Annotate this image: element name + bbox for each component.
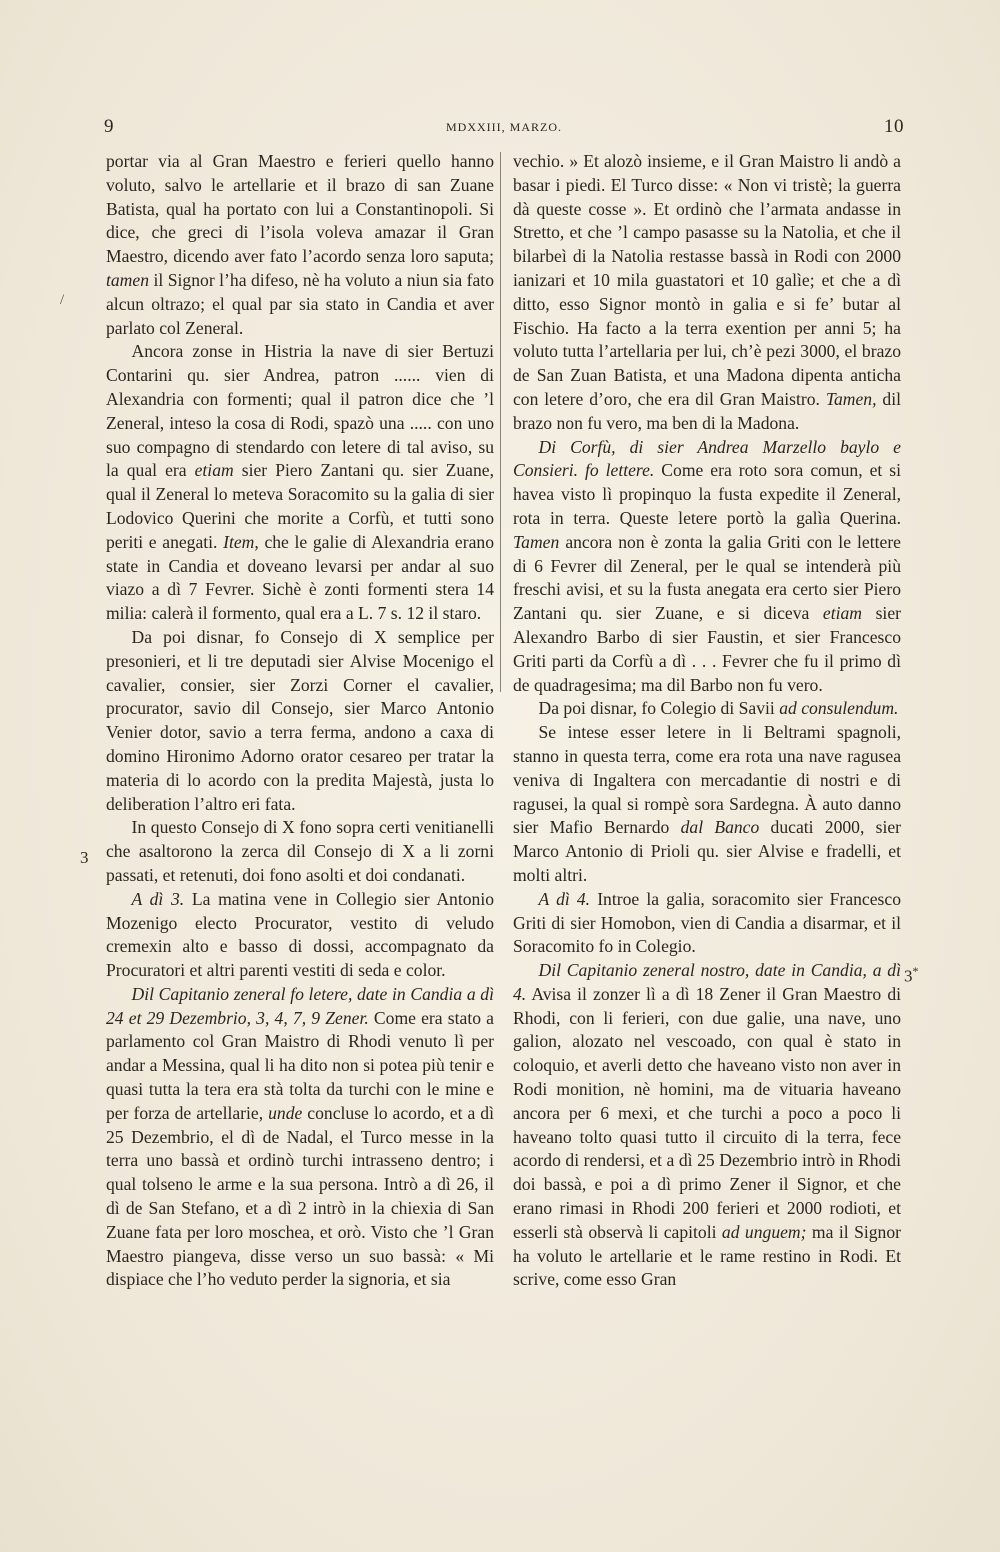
italic-run: unde bbox=[268, 1102, 303, 1123]
running-head bbox=[104, 116, 904, 140]
paragraph bbox=[513, 959, 901, 1292]
italic-run: etiam bbox=[194, 460, 234, 481]
paragraph: In questo Consejo di X fono sopra certi venitianelli che asaltorono la zerca dil Consejo di X a li zorni passati, et retenuti, doi fono asolti et doi condanati. bbox=[106, 817, 494, 885]
paragraph bbox=[513, 721, 901, 888]
margin-number-value: 3 bbox=[904, 966, 913, 986]
text-run: Come era stato a parlamento col Gran Maistro di Rhodi venuto lì per andar a Messina, qual li ha dito non si potea più tenir e quasi tutta la tera era stà tolta da turchi con le mine e per forza de artellarie, bbox=[106, 1007, 494, 1123]
italic-run: Dil Capitanio zeneral fo letere, date in Candia a dì 24 et 29 Dezembrio, 3, 4, 7, 9 Zener. bbox=[106, 983, 494, 1028]
margin-number-right bbox=[904, 964, 919, 987]
running-title: MDXXIII, MARZO. bbox=[446, 120, 562, 134]
page-number-right: 10 bbox=[884, 116, 904, 137]
text-run: vechio. » Et alozò insieme, e il Gran Maistro li andò a basar i piedi. El Turco disse: « Non vi tristè; la guerra dà queste cosse ». Et ordinò che l’armata andasse in Stretto, et che ’l campo pasasse su la Natolia, et che il bilarbeì di la Natolia restasse bassà in Rodi con 2000 ianizari et 10 mila guastatori et 10 galìe; et che a dì ditto, esso Signor montò in galia e si fe’ butar al Fischio. Ha facto a la terra exention per anni 5; ha voluto tutta l’artellaria per lui, ch’è pezi 3000, el brazo de San Zuan Batista, et una Madona dipenta antichа con letere d’oro, che era dil Gran Maistro. bbox=[513, 151, 901, 409]
italic-run: tamen bbox=[106, 269, 149, 290]
paragraph bbox=[513, 150, 901, 436]
italic-run: dal Banco bbox=[680, 817, 760, 838]
text-run: il Signor l’ha difeso, nè ha voluto a niun sia fato alcun oltrazo; el qual par sia stato in Candia et aver parlato col Zeneral. bbox=[106, 269, 494, 338]
italic-run: Tamen, bbox=[825, 388, 877, 409]
text-run: portar via al Gran Maestro e ferieri quello hanno voluto, salvo le artellarie et il brazo di san Zuane Batista, qual ha portato con lui a Constantinopoli. Si dice, che greci di l’isola voleva amazar il Gran Maestro, dicendo aver fato l’acordo senza loro saputa; bbox=[106, 151, 494, 267]
text-run: Da poi disnar, fo Colegio di Savii bbox=[538, 698, 780, 719]
text-run: ducati 2000, sier Marco Antonio di Prioli qu. sier Alvise e fradelli, et molti altri. bbox=[513, 817, 902, 885]
italic-run: A dì 4. bbox=[538, 888, 591, 909]
paragraph: Da poi disnar, fo Consejo di X semplice per presonieri, et li tre deputadi sier Alvise Mocenigo el cavalier, consier, sier Zorzi Corner el cavalier, procurator, savio dil Consejo, sier Marco Antonio Venier dotor, savio a terra ferma, andono a caxa di domino Hironimo Adorno orator cesareo per tratar la materia di lo acordo con la predita Majestà, justa lo deliberation l’altro eri fata. bbox=[106, 626, 494, 814]
text-run: Introe la galia, soracomito sier Francesco Griti di sier Homobon, vien di Candia a disarmar, et il Soracomito fo in Colegio. bbox=[513, 888, 901, 957]
paragraph bbox=[513, 436, 901, 698]
italic-run: Di Corfù, di sier Andrea Marzello baylo e Consieri. fo lettere. bbox=[513, 436, 901, 481]
text-run: che le galie di Alexandria erano state in Candia et doveano levarsi per andar al suo viazo a dì 7 Fevrer. Sichè è zonti formenti stera 14 milia: calerà il formento, qual era a L. 7 s. 12 il staro. bbox=[106, 531, 494, 624]
text-run: sier Piero Zantani qu. sier Zuane, qual il Zeneral lo meteva Soracomito su la galia di sier Lodovico Querini che morite a Corfù, et tutti sono periti e anegati. bbox=[106, 460, 494, 552]
text-run: La matina vene in Collegio sier Antonio Mozenigo electo Procurator, vestito di veludo cremexin alto e basso di dossi, accompagnato da Procuratori et altri parenti vestiti di seda e color. bbox=[106, 888, 495, 981]
paragraph bbox=[106, 983, 494, 1292]
page-number-left: 9 bbox=[104, 116, 114, 137]
text-run: ma il Signor ha voluto le artellarie et le rame restino in Rodi. Et scrive, come esso Gran bbox=[513, 1221, 901, 1290]
italic-run: Item, bbox=[223, 531, 259, 552]
text-run: sier Alexandro Barbo di sier Faustin, et sier Francesco Griti parti da Corfù a dì . . . Fevrer che fu il primo dì de quadragesima; ma dil Barbo non fu vero. bbox=[513, 603, 901, 695]
text-run: Se intese esser letere in li Beltrami spagnoli, stanno in questa terra, come era rota una nave ragusea veniva di Ingaltera con mercadantie di nostri e di ragusei, la qual si rompè sora Sardegna. À auto danno sier Mafio Bernardo bbox=[513, 722, 901, 838]
text-run: Ancora zonse in Histria la nave di sier Bertuzi Contarini qu. sier Andrea, patron ...... vien di Alexandria con formenti; qual il patron dice che ’l Zeneral, inteso la cosa di Rodi, spazò una ..... con uno suo compagno di stendardo con letere di tal aviso, su la qual era bbox=[106, 341, 494, 481]
paragraph bbox=[106, 340, 494, 626]
italic-run: ad consulendum. bbox=[779, 698, 899, 719]
paragraph bbox=[513, 888, 901, 959]
margin-number-left: 3 bbox=[80, 848, 89, 867]
text-run: dil brazo non fu vero, ma ben di la Madona. bbox=[513, 388, 901, 433]
text-run: Avisa il zonzer lì a dì 18 Zener il Gran Maestro di Rhodi, con li ferieri, con due galie, una nave, uno galion, alozato nel vescoado, con qual è stato in coloquio, et averli detto che haveano visto non aver in Rodi monition, nè homini, ma de vituaria haveano ancora per 6 mexi, et che turchi a poco a poco li haveano tolto quasi tutto il circuito di la terra, fece acordo di rendersi, et a dì 25 Dezembrio intrò in Rhodi doi bassà, e poi a dì primo Zener il Signor, et che erano rimasi in Rhodi 200 ferieri et 2000 rodioti, et esserli stà observà li capitoli bbox=[513, 983, 901, 1242]
text-run: ancora non è zonta la galia Griti con le lettere di 6 Fevrer dil Zeneral, per le qual se intenderà più freschi avisi, et su la fusta anegata era certo sier Piero Zantani qu. sier Zuane, e si diceva bbox=[513, 531, 901, 624]
italic-run: Tamen bbox=[513, 531, 560, 552]
stray-mark: / bbox=[60, 292, 65, 308]
right-column bbox=[513, 150, 901, 1292]
paragraph bbox=[106, 150, 494, 340]
column-rule bbox=[500, 152, 501, 692]
italic-run: A dì 3. bbox=[131, 888, 185, 909]
italic-run: etiam bbox=[822, 603, 863, 624]
paragraph bbox=[106, 888, 494, 983]
text-run: concluse lo acordo, et a dì 25 Dezembrio, el dì de Nadal, el Turco messe in la terra uno bassà et ordinò turchi intrasseno dentro; i qual tolseno le arme e la sua persona. Intrò a dì 26, il dì de San Stefano, et a dì 2 intrò in la chiexia di San Zuane fata per loro moschea, et orò. Visto che ’l Gran Maestro piangeva, disse verso un suo bassà: « Mi dispiace che l’ho veduto perder la signoria, et sia bbox=[106, 1102, 494, 1290]
paragraph bbox=[513, 697, 901, 721]
margin-asterisk: * bbox=[912, 964, 919, 978]
text-run: Come era roto sora comun, et si havea visto lì propinquo la fusta expedite il Zeneral, rota in terra. Queste letere portò la galìa Querina. bbox=[513, 460, 901, 528]
left-column bbox=[106, 150, 494, 1292]
italic-run: ad unguem; bbox=[721, 1221, 807, 1242]
italic-run: Dil Capitanio zeneral nostro, date in Candia, a dì 4. bbox=[513, 960, 901, 1004]
